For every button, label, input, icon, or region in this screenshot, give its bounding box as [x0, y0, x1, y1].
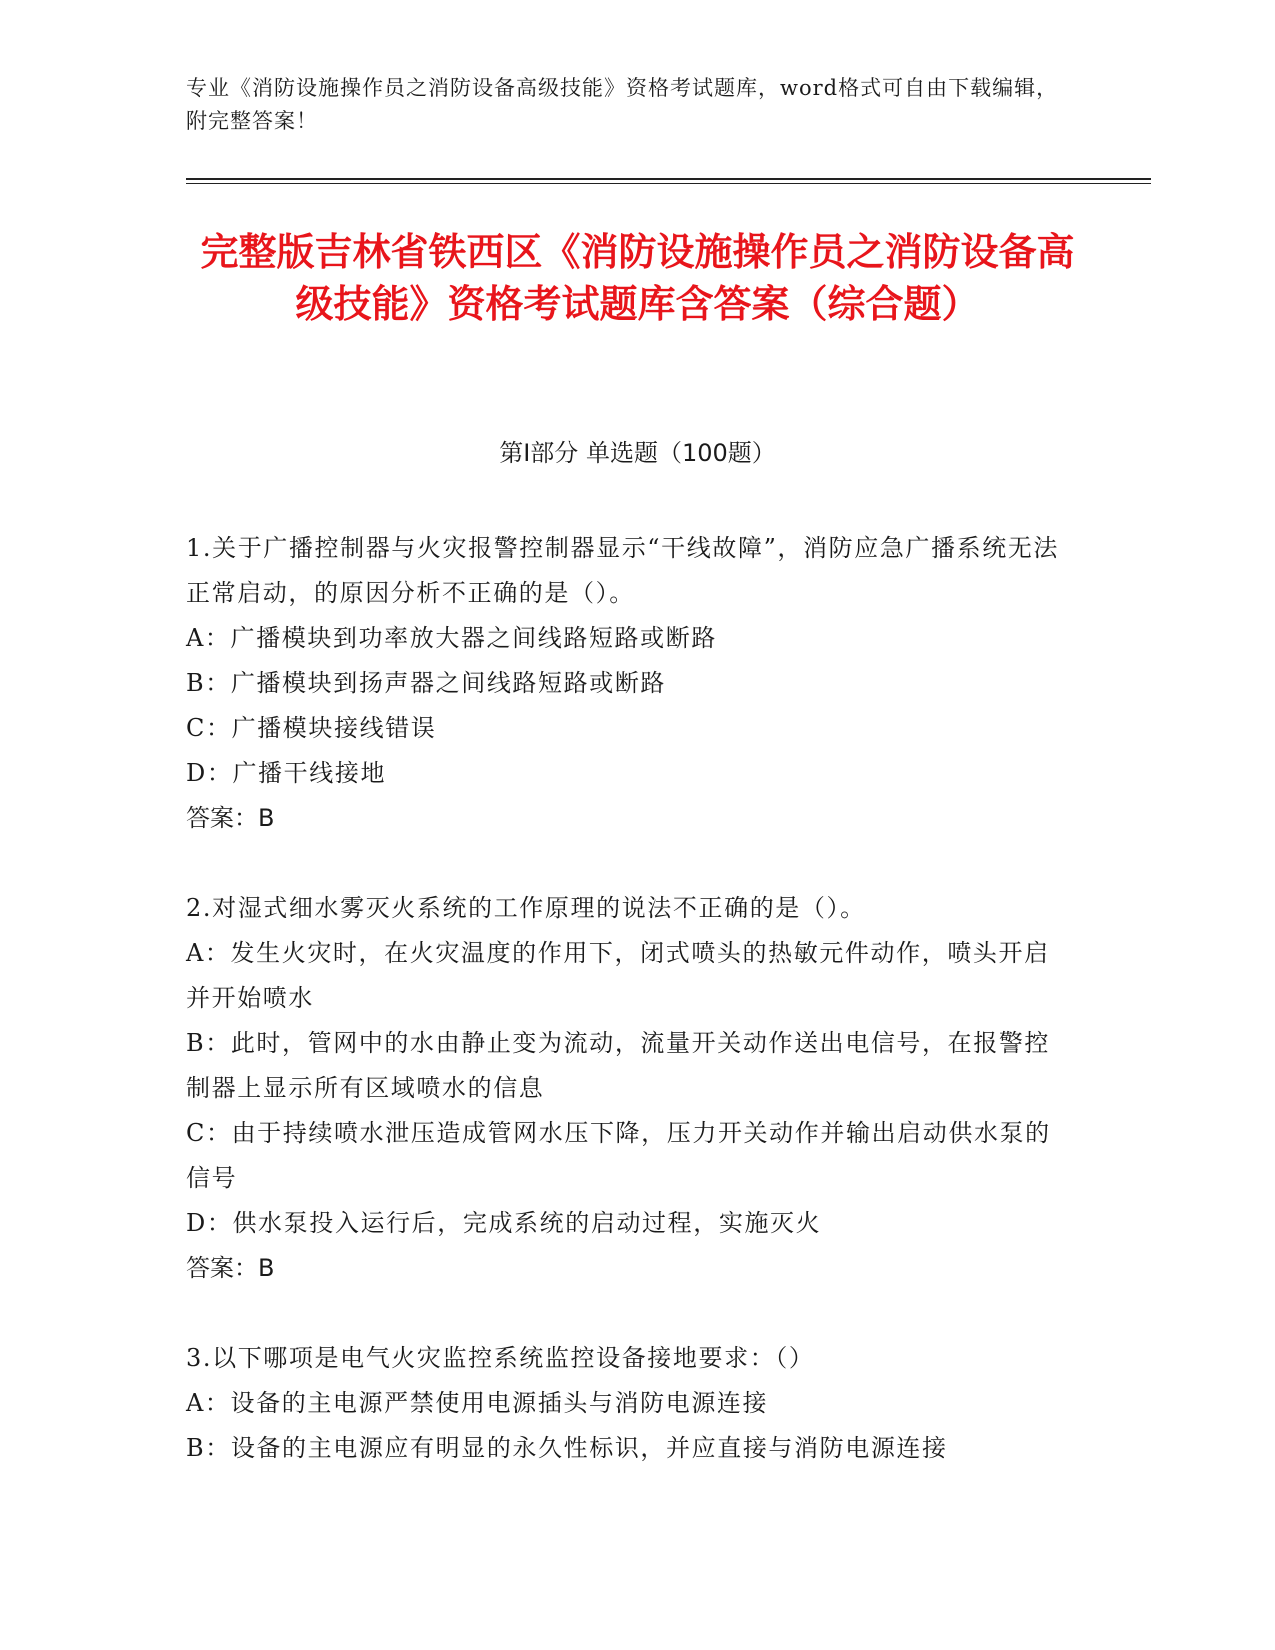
answer-line: 答案：B [186, 804, 275, 832]
question-1 [186, 526, 1071, 841]
header-divider-thick [186, 178, 1151, 180]
question-stem: 3.以下哪项是电气火灾监控系统监控设备接地要求：（） [186, 1344, 815, 1372]
option-b: B：广播模块到扬声器之间线路短路或断路 [186, 669, 667, 697]
option-a: A：设备的主电源严禁使用电源插头与消防电源连接 [186, 1389, 769, 1417]
document-title: 完整版吉林省铁西区《消防设施操作员之消防设备高级技能》资格考试题库含答案（综合题） [200, 230, 1075, 326]
question-stem: 2.对湿式细水雾灭火系统的工作原理的说法不正确的是（）。 [186, 894, 866, 922]
option-a: A：发生火灾时，在火灾温度的作用下，闭式喷头的热敏元件动作，喷头开启并开始喷水 [186, 939, 1050, 1012]
question-list [186, 526, 1071, 1516]
option-a: A：广播模块到功率放大器之间线路短路或断路 [186, 624, 717, 652]
section-title: 第Ⅰ部分 单选题（100题） [499, 439, 776, 467]
option-d: D：广播干线接地 [186, 759, 387, 787]
header-divider-thin [186, 183, 1151, 184]
option-b: B：此时，管网中的水由静止变为流动，流量开关动作送出电信号，在报警控制器上显示所有区域喷水的信息 [186, 1029, 1051, 1102]
header-note: 专业《消防设施操作员之消防设备高级技能》资格考试题库，word格式可自由下载编辑，附完整答案！ [186, 76, 1059, 133]
option-c: C：由于持续喷水泄压造成管网水压下降，压力开关动作并输出启动供水泵的信号 [186, 1119, 1051, 1192]
answer-line: 答案：B [186, 1254, 275, 1282]
question-2 [186, 886, 1071, 1291]
question-stem: 1.关于广播控制器与火灾报警控制器显示“干线故障”，消防应急广播系统无法正常启动，的原因分析不正确的是（）。 [186, 534, 1060, 607]
question-3 [186, 1336, 1071, 1471]
option-c: C：广播模块接线错误 [186, 714, 437, 742]
option-b: B：设备的主电源应有明显的永久性标识，并应直接与消防电源连接 [186, 1434, 948, 1462]
option-d: D：供水泵投入运行后，完成系统的启动过程，实施灭火 [186, 1209, 822, 1237]
